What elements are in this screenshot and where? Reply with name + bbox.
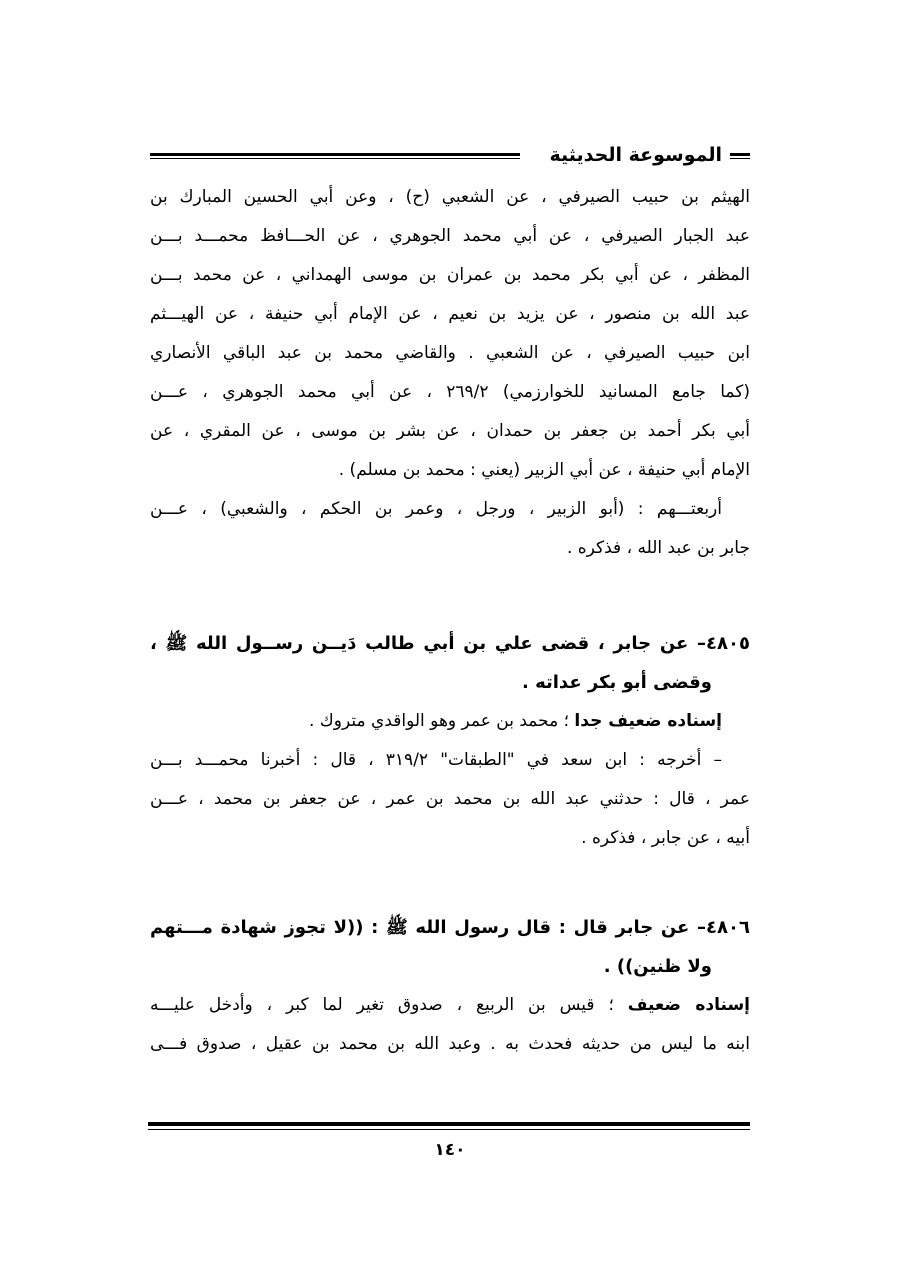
paragraph-1 xyxy=(150,178,750,490)
isnad-label: إسناده ضعيف xyxy=(627,995,750,1015)
takhrij-line: عمر ، قال : حدثني عبد الله بن محمد بن عمر ، عن جعفر بن محمد ، عـــن xyxy=(150,789,750,809)
section-gap xyxy=(150,568,750,624)
hadith-text-line: ٤٨٠٥– عن جابر ، قضى علي بن أبي طالب دَيــن رســول الله ﷺ ، xyxy=(150,633,750,654)
section-gap xyxy=(150,858,750,908)
text-line: عبد الله بن منصور ، عن يزيد بن نعيم ، عن الإمام أبي حنيفة ، عن الهيـــثم xyxy=(150,304,750,324)
text-line: ابن حبيب الصيرفي ، عن الشعبي . والقاضي محمد بن عبد الباقي الأنصاري xyxy=(150,343,750,363)
hadith-4806 xyxy=(150,908,750,1064)
hadith-text-line: ٤٨٠٦– عن جابر قال : قال رسول الله ﷺ : ((لا تجوز شهادة مـــتهم xyxy=(150,917,750,938)
isnad-text: ؛ محمد بن عمر وهو الواقدي متروك . xyxy=(308,711,575,731)
text-line: (كما جامع المسانيد للخوارزمي) ٢٦٩/٢ ، عن أبي محمد الجوهري ، عـــن xyxy=(150,382,750,402)
hadith-text-line: ولا ظنين)) . xyxy=(603,956,712,977)
footer-rule xyxy=(148,1122,750,1126)
header-rule-left xyxy=(150,153,520,159)
isnad-label: إسناده ضعيف جدا xyxy=(574,711,722,731)
text-line: الإمام أبي حنيفة ، عن أبي الزبير (يعني : محمد بن مسلم) . xyxy=(338,460,750,480)
text-line: الهيثم بن حبيب الصيرفي ، عن الشعبي (ح) ، وعن أبي الحسين المبارك بن xyxy=(150,187,750,207)
page-number: ١٤٠ xyxy=(434,1140,466,1160)
hadith-4805 xyxy=(150,624,750,858)
text-line: عبد الجبار الصيرفي ، عن أبي محمد الجوهري ، عن الحـــافظ محمـــد بـــن xyxy=(150,226,750,246)
text-line: أبي بكر أحمد بن جعفر بن حمدان ، عن بشر بن موسى ، عن المقري ، عن xyxy=(150,421,750,441)
text-line: المظفر ، عن أبي بكر محمد بن عمران بن موسى الهمداني ، عن محمد بـــن xyxy=(150,265,750,285)
takhrij-line: أبيه ، عن جابر ، فذكره . xyxy=(581,828,750,848)
isnad-line: ابنه ما ليس من حديثه فحدث به . وعبد الله بن محمد بن عقيل ، صدوق فـــى xyxy=(150,1034,750,1054)
text-line: أربعتـــهم : (أبو الزبير ، ورجل ، وعمر بن الحكم ، والشعبي) ، عـــن xyxy=(150,499,722,519)
isnad-line xyxy=(150,702,750,741)
running-header xyxy=(150,143,750,167)
header-rule-right xyxy=(730,153,750,159)
takhrij-line: – أخرجه : ابن سعد في "الطبقات" ٣١٩/٢ ، قال : أخبرنا محمـــد بـــن xyxy=(150,750,723,770)
hadith-text-line: وقضى أبو بكر عداته . xyxy=(521,672,712,693)
footer-rule-thin xyxy=(148,1129,750,1130)
header-title: الموسوعة الحديثية xyxy=(549,144,722,166)
paragraph-2 xyxy=(150,490,750,568)
text-line: جابر بن عبد الله ، فذكره . xyxy=(566,538,750,558)
isnad-line xyxy=(150,986,750,1025)
isnad-text: ؛ قيس بن الربيع ، صدوق تغير لما كبر ، وأدخل عليـــه xyxy=(150,995,628,1015)
page-body xyxy=(150,178,750,1064)
